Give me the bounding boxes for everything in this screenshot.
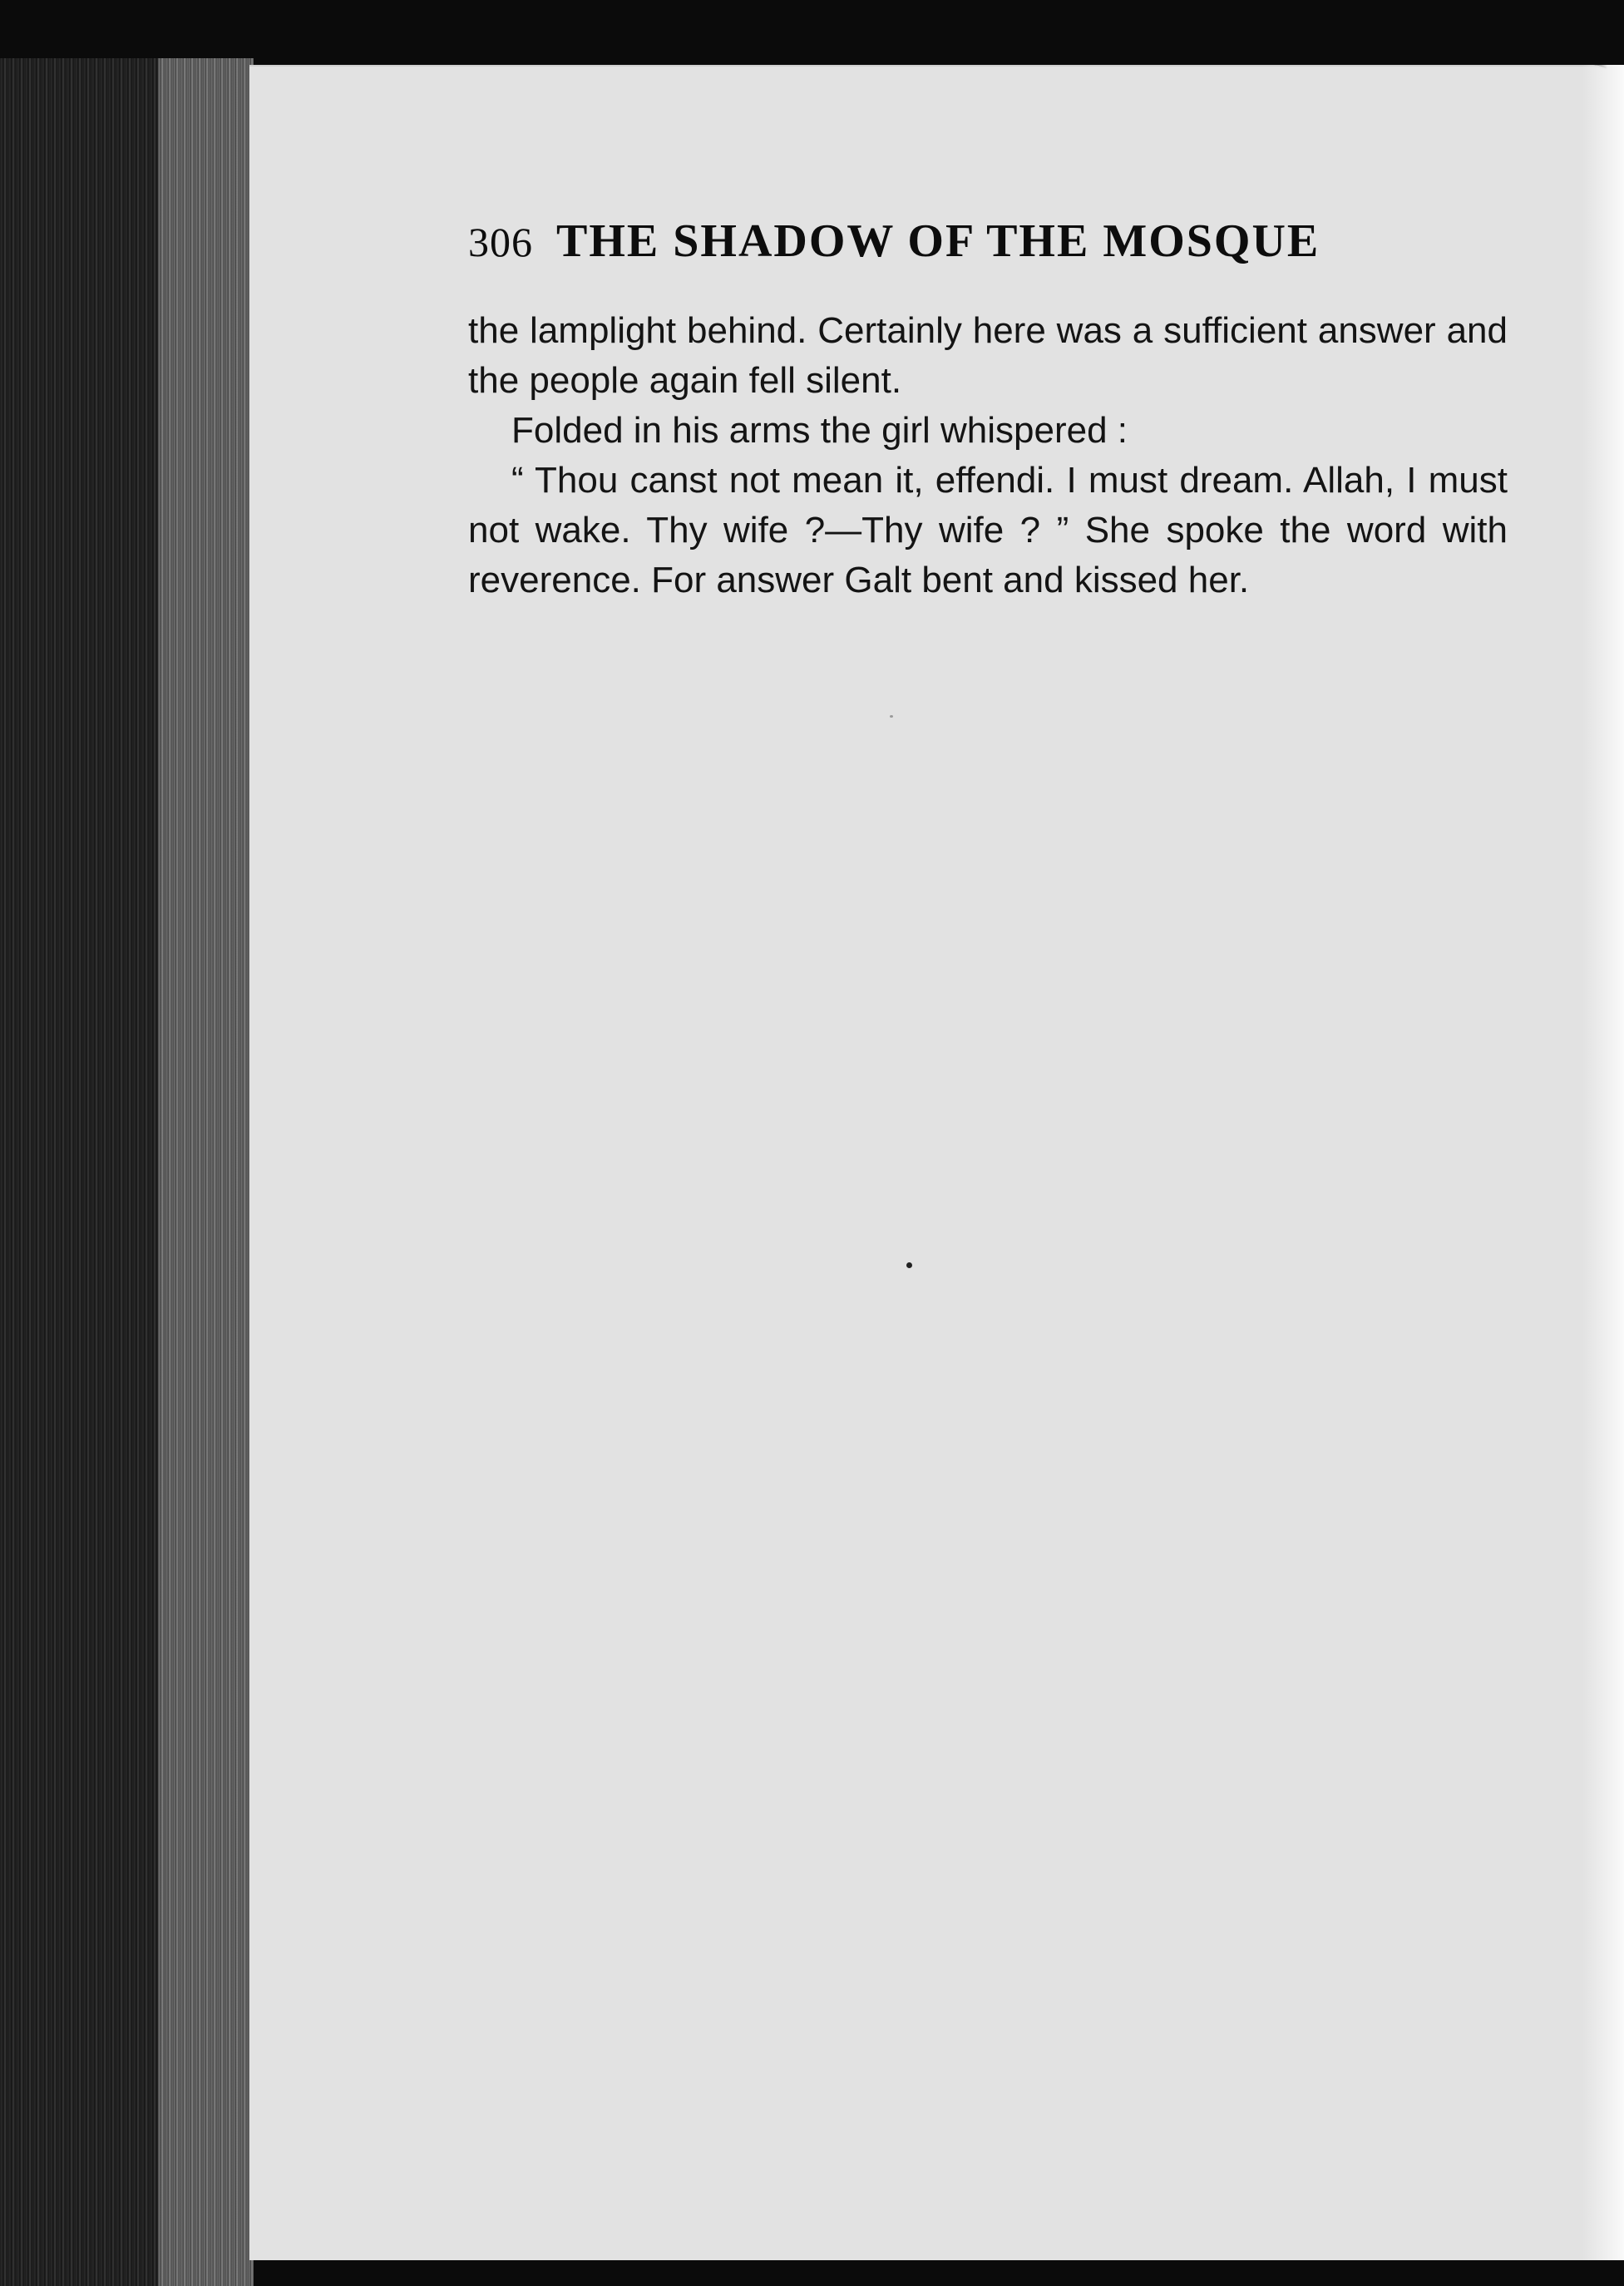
body-text <box>468 306 1508 605</box>
book-title: THE SHADOW OF THE MOSQUE <box>556 215 1320 267</box>
page-number: 306 <box>468 219 533 265</box>
paragraph-folded: Folded in his arms the girl whispered : <box>511 410 1128 451</box>
ink-speck <box>906 1262 912 1268</box>
ink-speck <box>890 715 893 718</box>
page-right-edge <box>1582 65 1624 2260</box>
paragraph-continuation: the lamplight behind. Certainly here was a sufficient answer and the people again fell silent. <box>468 310 1508 401</box>
paragraph-dialogue: “ Thou canst not mean it, effendi. I must dream. Allah, I must not wake. Thy wife ?—Thy wife ? ” She spoke the word with reverence. For answer Galt bent and kissed her. <box>468 460 1508 600</box>
book-binding-edge <box>0 58 254 2286</box>
running-head <box>468 215 1474 281</box>
